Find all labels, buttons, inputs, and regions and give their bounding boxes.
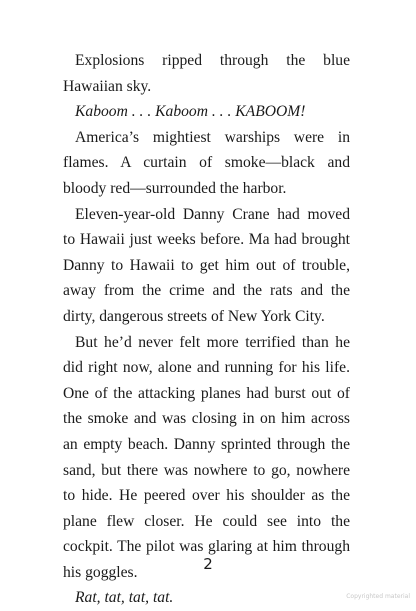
paragraph-6: Rat, tat, tat, tat. (75, 589, 174, 607)
page-text (63, 48, 350, 611)
paragraph-2: Kaboom . . . Kaboom . . . KABOOM! (75, 103, 306, 121)
paragraph-1: Explosions ripped through the blue Hawaiian sky. (63, 52, 350, 95)
paragraph-5: But he’d never felt more terrified than he did right now, alone and running for his life. One of the attacking planes had burst out of the smoke and was closing in on him across an empty beach. Danny sprinted through the sand, but there was nowhere to go, nowhere to hide. He peered over his shoulder as the plane flew closer. He could see into the cockpit. The pilot was glaring at him through his goggles. (63, 333, 350, 581)
page-number: 2 (203, 555, 213, 573)
copyright-watermark: Copyrighted material (346, 593, 410, 600)
paragraph-3: America’s mightiest warships were in flames. A curtain of smoke—black and bloody red—surrounded the harbor. (63, 128, 350, 197)
paragraph-4: Eleven-year-old Danny Crane had moved to Hawaii just weeks before. Ma had brought Danny to Hawaii to get him out of trouble, away from the crime and the rats and the dirty, dangerous streets of New York City. (63, 205, 350, 325)
